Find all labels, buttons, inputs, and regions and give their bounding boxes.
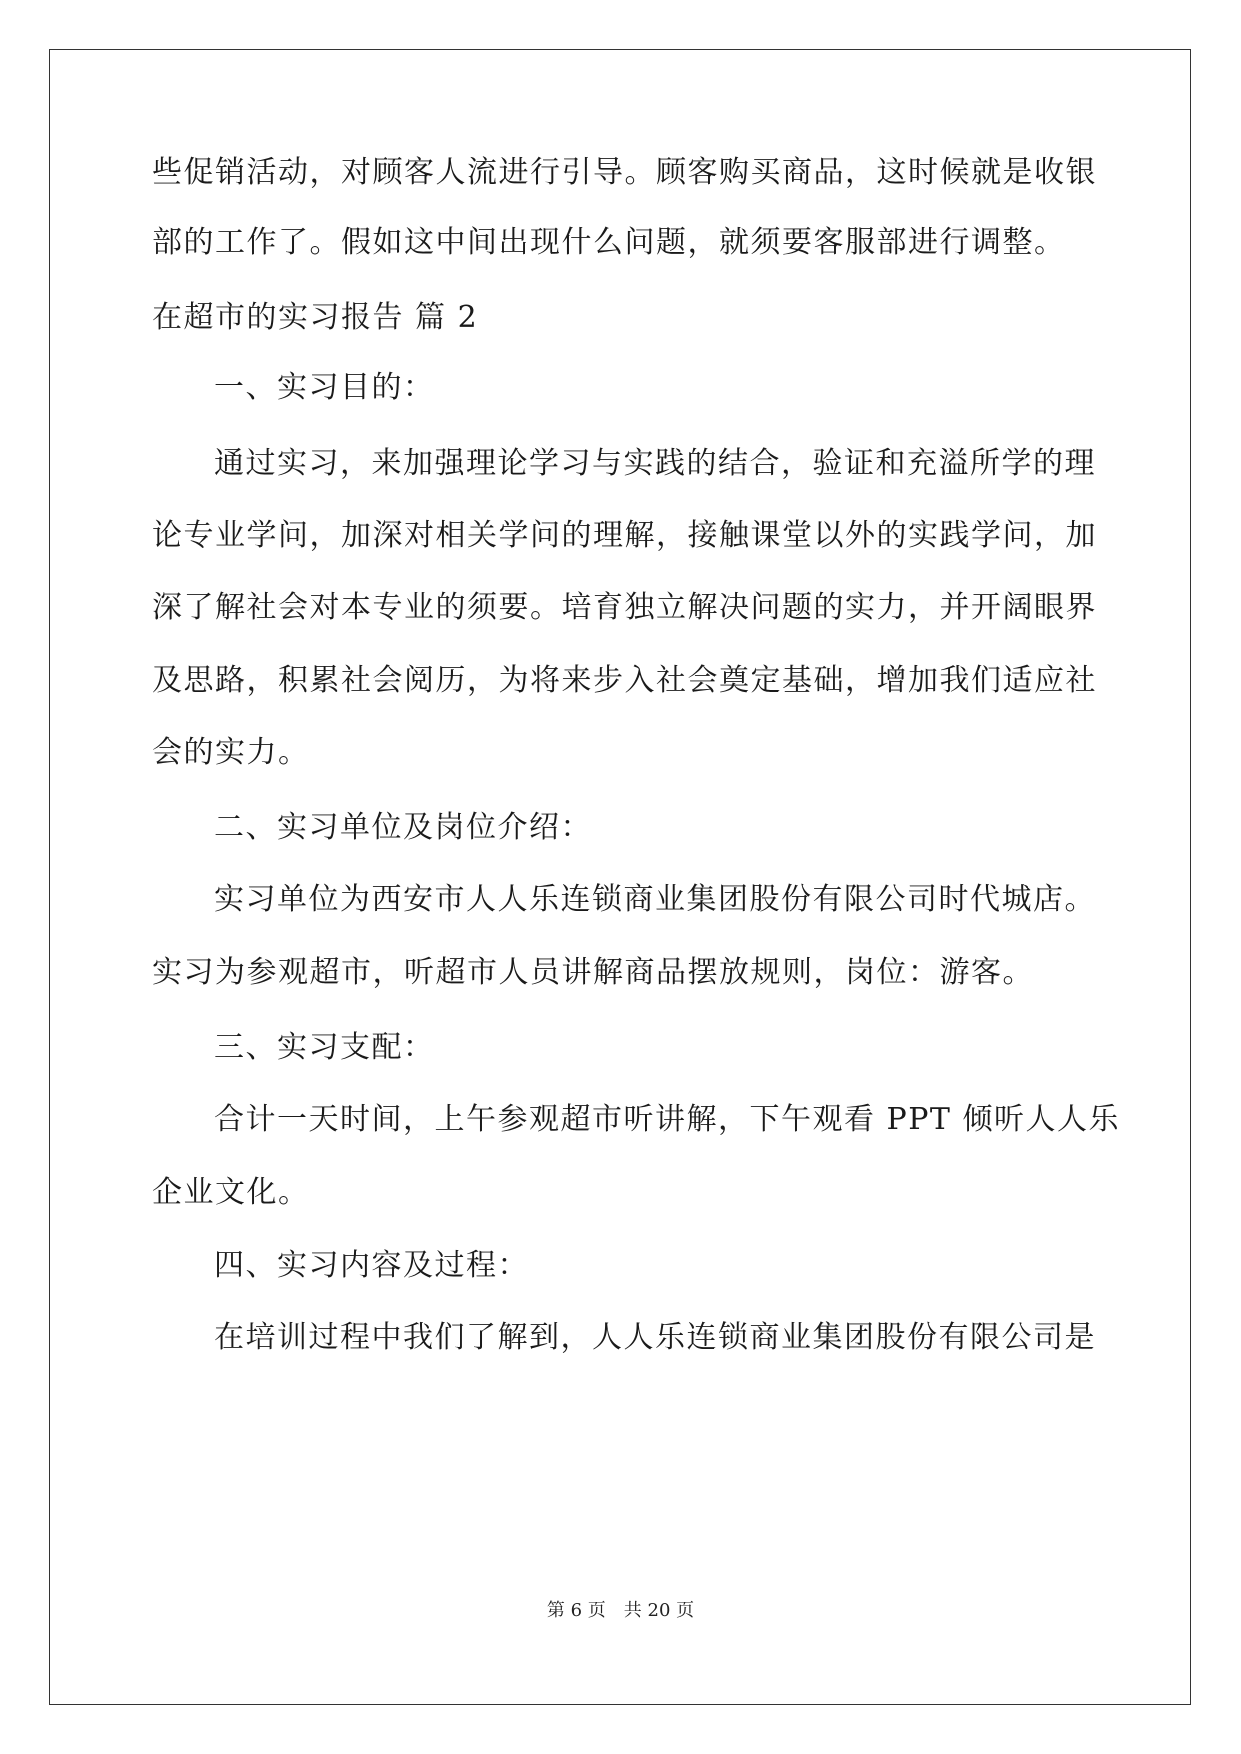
subheading: 二、实习单位及岗位介绍： [214,810,592,845]
body-line: 深了解社会对本专业的须要。培育独立解决问题的实力，并开阔眼界 [152,590,1097,625]
body-line: 些促销活动，对顾客人流进行引导。顾客购买商品，这时候就是收银 [152,155,1097,190]
subheading: 一、实习目的： [214,370,435,405]
body-line: 会的实力。 [152,735,310,770]
body-line: 实习单位为西安市人人乐连锁商业集团股份有限公司时代城店。 [214,882,1096,917]
body-line: 企业文化。 [152,1175,310,1210]
subheading: 三、实习支配： [214,1030,435,1065]
body-line: 通过实习，来加强理论学习与实践的结合，验证和充溢所学的理 [214,446,1096,481]
subheading: 四、实习内容及过程： [214,1248,529,1283]
body-line: 部的工作了。假如这中间出现什么问题，就须要客服部进行调整。 [152,225,1066,260]
body-line: 及思路，积累社会阅历，为将来步入社会奠定基础，增加我们适应社 [152,663,1097,698]
page-border [49,49,1191,1705]
body-line: 论专业学问，加深对相关学问的理解，接触课堂以外的实践学问，加 [152,518,1097,553]
body-line: 实习为参观超市，听超市人员讲解商品摆放规则，岗位：游客。 [152,955,1034,990]
body-line: 在培训过程中我们了解到，人人乐连锁商业集团股份有限公司是 [214,1320,1096,1355]
section-heading: 在超市的实习报告 篇 2 [152,300,479,335]
page-footer: 第 6 页 共 20 页 [546,1600,695,1621]
body-line: 合计一天时间，上午参观超市听讲解，下午观看 PPT 倾听人人乐 [214,1102,1120,1137]
